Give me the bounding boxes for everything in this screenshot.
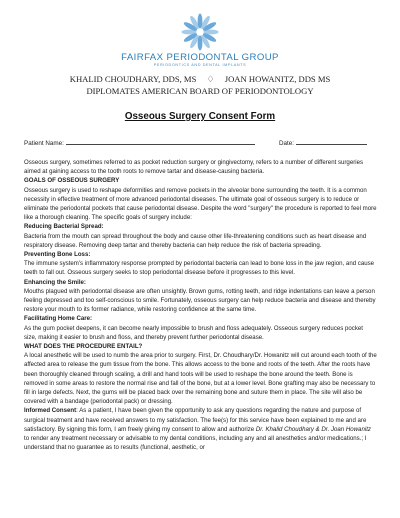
procedure-heading: WHAT DOES THE PROCEDURE ENTAIL? [24,343,143,351]
consent-label: Informed Consent [24,407,77,415]
home-care-heading: Facilitating Home Care: [24,315,93,323]
consent-text-part2: to render any treatment necessary or advisable to my dental conditions, including any and all anesthetics and/or medications.; I understand that no guarantee as to results (functional, aesthetic, or [24,435,367,452]
form-body [24,158,377,453]
spread-heading: Reducing Bacterial Spread: [24,223,104,231]
date-label: Date: [279,140,295,147]
doctors-line [0,74,400,85]
smile-heading: Enhancing the Smile: [24,278,86,286]
bone-heading: Preventing Bone Loss: [24,251,91,259]
consent-doctors: Dr. Khalid Choudhary & Dr. Joan Howanitz [255,425,371,433]
doctor-howanitz: JOAN HOWANITZ, DDS MS [224,74,331,84]
date-field[interactable] [296,138,367,145]
consent-paragraph [24,406,377,452]
intro-paragraph: Osseous surgery, sometimes referred to as pocket reduction surgery or gingivectomy, refers to a number of different surgeries aimed at gaining access to the tooth roots to remove tartar and disease-causing bacteria. [24,159,364,176]
procedure-paragraph: A local anesthetic will be used to numb the area prior to surgery. First, Dr. Choudhary/Dr. Howanitz will cut around each tooth of the affected area to release the gum tissue from the bone. This allows access to the bone and roots of the teeth. After the roots have been thoroughly cleaned through scaling, a drill and hand tools will be used to reshape the bone around the teeth. Bone is removed in some areas to restore the normal rise and fall of the bone, but at a lower level. Bone grafting may also be necessary to fill in large defects. Next, the gums will be placed back over the remaining bone and suture them in place. The site will also be covered with a bandage (periodontal pack) or dressing. [24,352,377,406]
patient-name-label: Patient Name: [24,140,64,147]
bone-paragraph: The immune system's inflammatory response prompted by periodontal bacteria can lead to bone loss in the jaw region, and cause teeth to fall out. Osseous surgery seeks to stop periodontal disease before it progresses to this level. [24,260,375,277]
patient-name-row [24,138,255,147]
practice-name: FAIRFAX PERIODONTAL GROUP [121,52,279,63]
home-care-paragraph: As the gum pocket deepens, it can become nearly impossible to brush and floss adequately. Osseous surgery reduces pocket size, making it easier to brush and floss, and thereby prevent further periodontal disease. [24,324,363,341]
form-title: Osseous Surgery Consent Form [124,111,276,122]
practice-tagline: PERIODONTICS AND DENTAL IMPLANTS [153,63,247,67]
smile-paragraph: Mouths plagued with periodontal disease are often unsightly. Brown gums, rotting teeth, and ridge indentations can leave a person feeling depressed and too self-conscious to smile. Fortunately, osseous surgery can help reduce bacteria and disease and thereby restore your mouth to its former radiance, while restoring confidence at the same time. [24,287,376,314]
goals-heading: GOALS OF OSSEOUS SURGERY [24,177,120,185]
doctor-choudhary: KHALID CHOUDHARY, DDS, MS [69,74,197,84]
board-certification: DIPLOMATES AMERICAN BOARD OF PERIODONTOLOGY [86,86,314,96]
spread-paragraph: Bacteria from the mouth can spread throughout the body and cause other life-threatening conditions such as heart disease and respiratory disease. Removing deep tartar and thereby bacteria can help reduce the risk of bacteria spreading. [24,232,367,249]
goals-paragraph: Osseous surgery is used to reshape deformities and remove pockets in the alveolar bone surrounding the teeth. It is a common necessity in effective treatment of more advanced periodontal diseases. The ultimate goal of osseous surgery is to reduce or eliminate the periodontal pockets that cause periodontal disease. Despite the word "surgery" the procedure is reported to feel more like a thorough cleaning. The specific goals of surgery include: [24,186,377,222]
consent-text-part1: : As a patient, I have been given the opportunity to ask any questions regarding the nature and purpose of surgical treatment and have received answers to my satisfaction. The fee(s) for this service have been explained to me and are satisfactory. By signing this form, I am freely giving my consent to allow and authorize [24,407,367,433]
date-row [279,138,367,147]
practice-logo-icon [176,12,224,52]
patient-name-field[interactable] [66,138,255,145]
diamond-separator-icon: ♢ [206,74,215,84]
